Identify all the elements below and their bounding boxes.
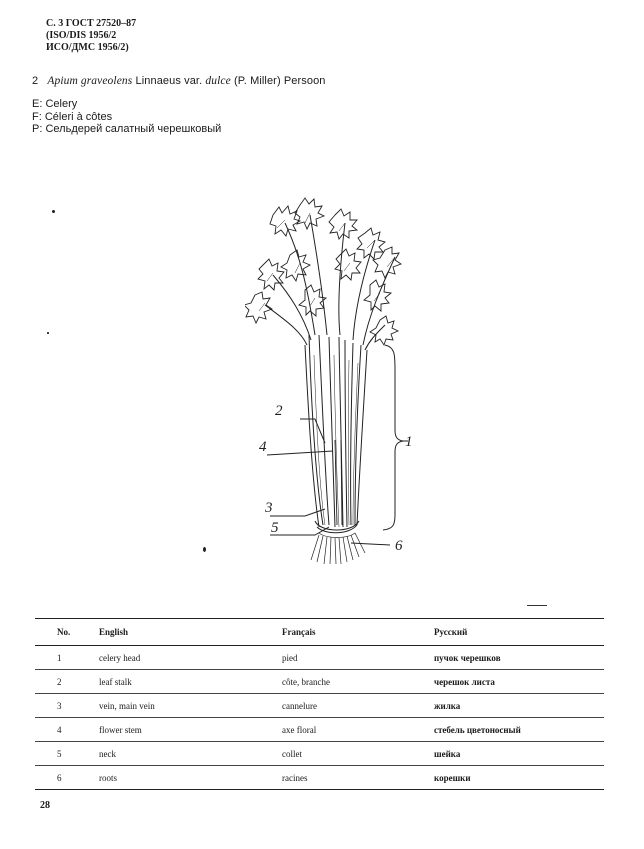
species-name: Apium graveolens [47,75,133,87]
cell-no: 4 [57,724,62,735]
entry-number: 2 [32,75,39,87]
table-row [35,670,604,694]
common-names [32,98,221,136]
iso-reference-ru: ИСО/ДМС 1956/2) [46,42,129,53]
document-header [46,18,136,54]
callout-3: 3 [265,500,273,516]
cell-english: celery head [99,652,141,663]
cell-french: côte, branche [282,676,330,687]
cell-no: 3 [57,700,62,711]
standard-code: С. 3 ГОСТ 27520–87 [46,18,137,29]
callout-1: 1 [405,434,413,450]
header-russian: Русский [434,627,468,637]
header-french: Français [282,627,316,637]
cell-english: flower stem [99,724,142,735]
cell-russian: жилка [434,700,461,711]
name-russian: P: Сельдерей салатный черешковый [32,123,222,135]
cell-french: cannelure [282,700,317,711]
entry-title [32,75,326,87]
name-english: E: Celery [32,98,78,110]
cell-french: collet [282,748,302,759]
celery-illustration [245,195,445,565]
cell-russian: черешок листа [434,676,495,687]
callout-4: 4 [259,439,267,455]
cell-russian: стебель цветоносный [434,724,521,735]
table-header-row [35,619,604,646]
cell-english: leaf stalk [99,676,132,687]
terms-table [35,618,604,790]
cell-russian: корешки [434,772,471,783]
cell-russian: шейка [434,748,461,759]
cell-english: neck [99,748,116,759]
cell-no: 6 [57,772,62,783]
cell-no: 5 [57,748,62,759]
cell-english: roots [99,772,117,783]
speck [203,547,206,552]
callout-5: 5 [271,520,279,536]
table-row [35,646,604,670]
header-no: No. [57,627,71,637]
cell-french: pied [282,652,298,663]
species-authority: Linnaeus var. [135,75,203,87]
page-number: 28 [40,800,50,811]
name-french: F: Céleri à côtes [32,110,113,123]
cell-french: racines [282,772,308,783]
variety-authority: (P. Miller) Persoon [233,75,326,87]
table-row [35,694,604,718]
speck [52,210,55,213]
cell-french: axe floral [282,724,317,735]
iso-reference: (ISO/DIS 1956/2 [46,30,117,41]
cell-no: 1 [57,652,62,663]
stray-mark [527,605,547,606]
speck [47,332,49,334]
cell-no: 2 [57,676,62,687]
table-row [35,766,604,790]
variety-name: dulce [205,75,231,87]
leaf-cluster [245,198,401,345]
table-row [35,742,604,766]
cell-english: vein, main vein [99,700,155,711]
table-row [35,718,604,742]
cell-russian: пучок черешков [434,652,501,663]
header-english: English [99,627,129,637]
callout-2: 2 [275,403,283,419]
callout-6: 6 [395,538,403,554]
